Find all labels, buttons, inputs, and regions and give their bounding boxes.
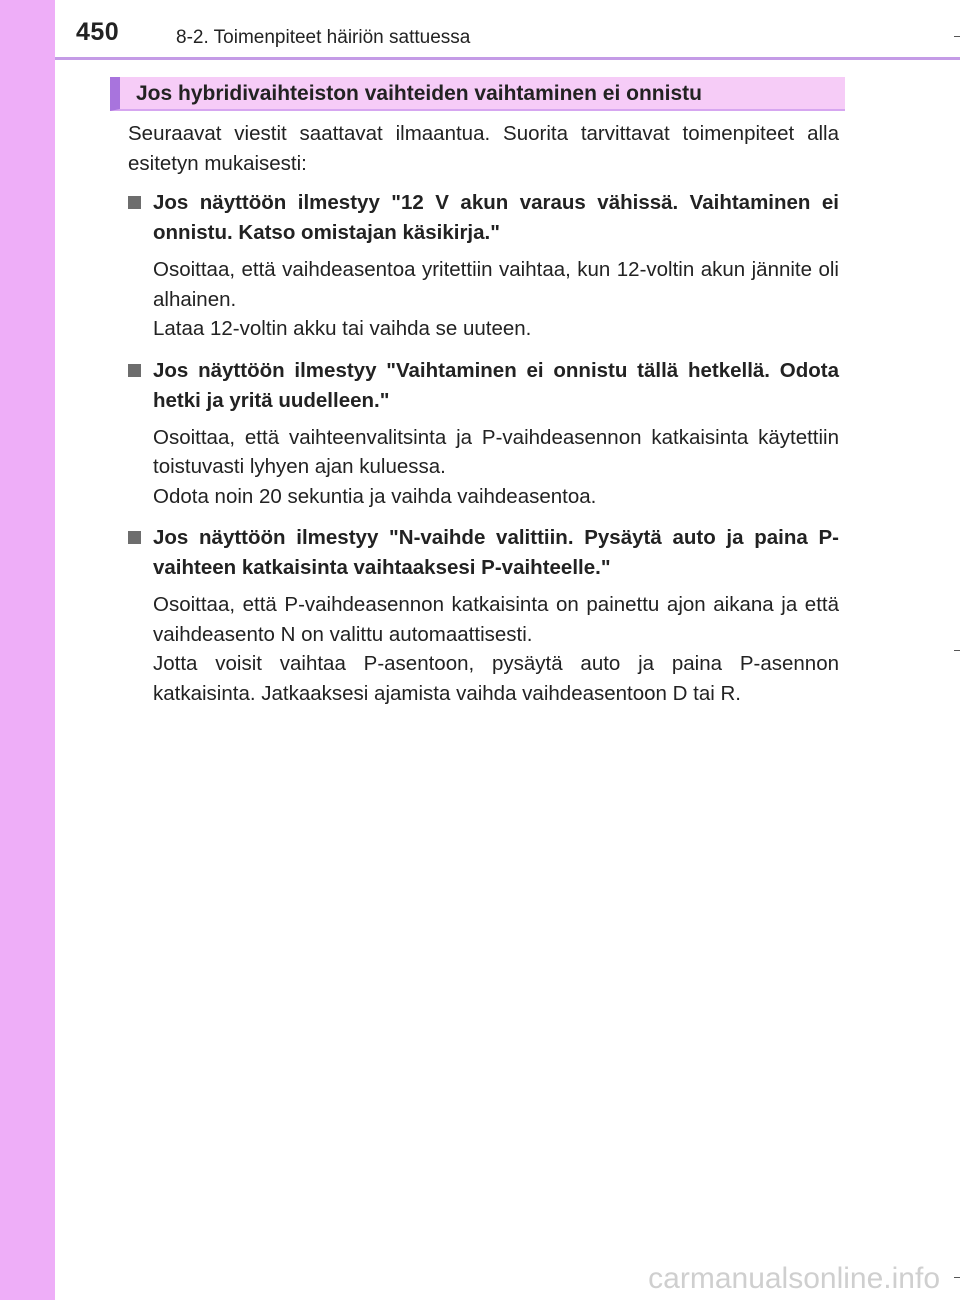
item-paragraph: Lataa 12-voltin akku tai vaihda se uuteen. (153, 317, 532, 340)
item-paragraph: Osoittaa, että vaihteenvalitsinta ja P-vaihdeasennon katkaisinta käytettiin toistuvasti lyhyen ajan kuluessa. (153, 425, 839, 478)
square-bullet-icon (128, 196, 141, 209)
item-body (153, 255, 839, 344)
crop-mark (954, 36, 960, 37)
item-paragraph: Odota noin 20 sekuntia ja vaihda vaihdeasentoa. (153, 484, 597, 508)
watermark: carmanualsonline.info (648, 1262, 940, 1295)
item-body (153, 423, 839, 512)
chapter-title: 8-2. Toimenpiteet häiriön sattuessa (176, 27, 471, 48)
list-item (128, 188, 839, 344)
intro-paragraph: Seuraavat viestit saattavat ilmaantua. Suorita tarvittavat toimenpiteet alla esitetyn mukaisesti: (128, 122, 839, 175)
section-title: Jos hybridivaihteiston vaihteiden vaihtaminen ei onnistu (136, 82, 702, 105)
page-number: 450 (76, 18, 120, 46)
item-body (153, 590, 839, 708)
item-paragraph: Osoittaa, että P-vaihdeasennon katkaisinta on painettu ajon aikana ja että vaihdeasento N on valittu automaattisesti. (153, 593, 839, 646)
list-item (128, 356, 839, 512)
crop-mark (954, 1277, 960, 1278)
crop-mark (954, 650, 960, 651)
header-divider (55, 57, 960, 60)
item-heading: Jos näyttöön ilmestyy "N-vaihde valittiin. Pysäytä auto ja paina P-vaihteen katkaisinta vaihtaaksesi P-vaihteelle." (153, 526, 839, 579)
list-item (128, 523, 839, 708)
item-paragraph: Osoittaa, että vaihdeasentoa yritettiin vaihtaa, kun 12-voltin akun jännite oli alhainen. (153, 258, 839, 311)
item-paragraph: Jotta voisit vaihtaa P-asentoon, pysäytä auto ja paina P-asennon katkaisinta. Jatkaaksesi ajamista vaihda vaihdeasentoon D tai R. (153, 652, 839, 705)
section-heading-bar (110, 77, 845, 111)
square-bullet-icon (128, 364, 141, 377)
item-heading: Jos näyttöön ilmestyy "Vaihtaminen ei onnistu tällä hetkellä. Odota hetki ja yritä uudelleen." (153, 358, 839, 412)
square-bullet-icon (128, 531, 141, 544)
page-side-tab (0, 0, 55, 1300)
main-content (128, 119, 839, 720)
item-heading: Jos näyttöön ilmestyy "12 V akun varaus vähissä. Vaihtaminen ei onnistu. Katso omistajan käsikirja." (153, 191, 839, 244)
